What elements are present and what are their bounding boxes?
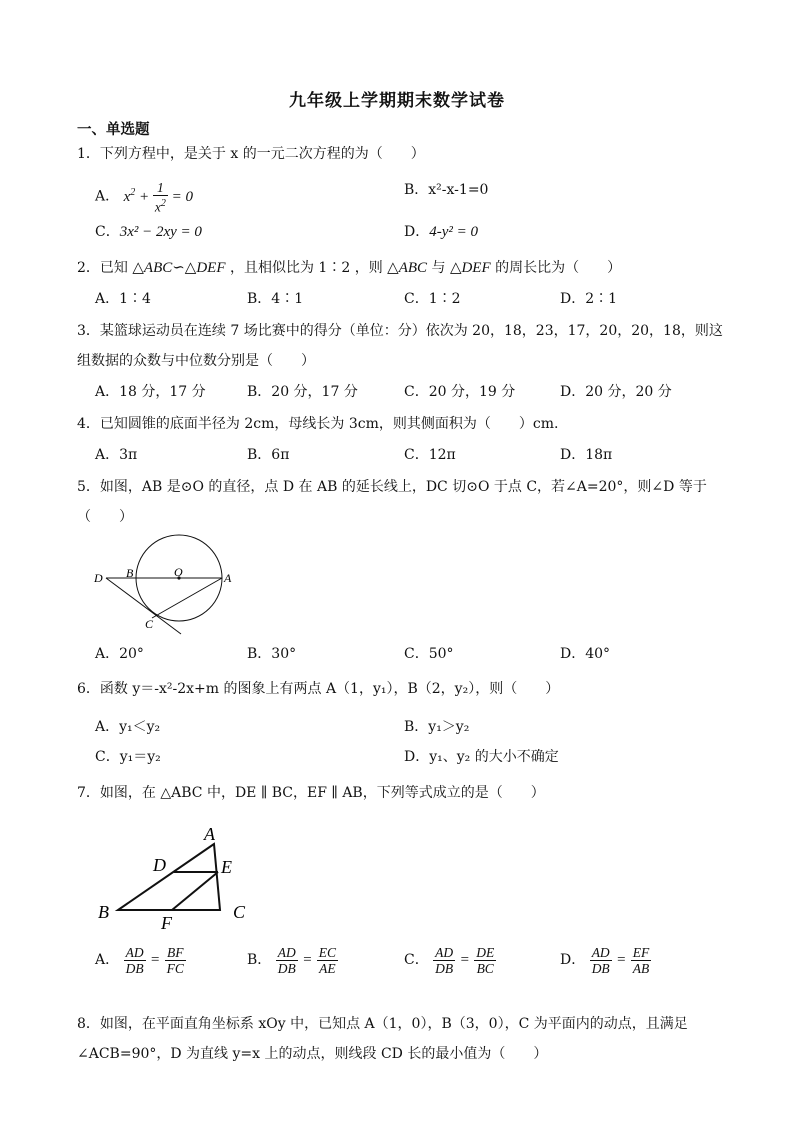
q7-a-n1: AD (125, 944, 144, 960)
q7-d-n2: EF (632, 944, 650, 960)
q7-d-eq: = (616, 952, 627, 968)
q1-option-d (404, 222, 478, 242)
q7-a-eq: = (150, 952, 161, 968)
q1-option-a (95, 180, 193, 215)
q7-d-d2: AB (632, 960, 650, 976)
q2-option-c: C．1∶2 (404, 291, 461, 307)
q1-d-expr: 4-y² = 0 (429, 224, 479, 240)
q7-c-n1: AD (435, 944, 454, 960)
q7-b-d1: DB (277, 960, 296, 976)
q5-option-c: C．50° (404, 646, 454, 662)
q1-a-num: 1 (153, 180, 168, 196)
q7-a-frac2 (165, 945, 186, 976)
q5-tangent-dc (106, 578, 181, 634)
q3-stem-line1: 3．某篮球运动员在连续 7 场比赛中的得分（单位：分）依次为 20，18，23，17，20，20，18，则这 (77, 323, 723, 339)
q5-label-d: D (94, 571, 103, 585)
q5-label-b: B (126, 566, 134, 580)
q7-label-d: D (153, 855, 166, 875)
q4-option-b: B．6π (247, 447, 290, 463)
q1-option-b: B．x²-x-1=0 (404, 182, 489, 198)
q7-label-e: E (221, 857, 232, 877)
q7-b-eq: = (302, 952, 313, 968)
q7-a-frac1 (124, 945, 146, 976)
q7-c-eq: = (459, 952, 470, 968)
q7-c-d2: BC (476, 960, 494, 976)
q7-a-n2: BF (165, 945, 186, 961)
q7-option-c (404, 943, 496, 977)
q5-stem-line2: （ ） (77, 509, 133, 525)
q8-stem-line2: ∠ACB=90°，D 为直线 y=x 上的动点，则线段 CD 长的最小值为（ ） (77, 1046, 548, 1062)
q7-d-frac1 (590, 945, 612, 976)
q5-label-a: A (224, 571, 232, 585)
q7-b-frac1 (276, 945, 298, 976)
q7-c-n2: DE (476, 944, 495, 960)
q1-a-expr: $x^2$ + $\frac{1}{x^2}$ = 0 (123, 180, 193, 215)
q4-option-a: A．3π (95, 447, 138, 463)
q7-d-n1: AD (591, 944, 610, 960)
q7-label-b: B (98, 902, 109, 922)
q6-option-a: A．y₁＜y₂ (95, 719, 161, 735)
q2-part3: ，则 (354, 260, 383, 276)
q6-option-b: B．y₁＞y₂ (404, 719, 470, 735)
q3-option-d: D．20 分，20 分 (560, 384, 672, 400)
q1-a-label: A． (95, 188, 120, 205)
q7-b-n1: AD (277, 944, 296, 960)
q2-stem (77, 258, 621, 278)
q7-triangle-figure (94, 822, 256, 934)
q5-label-o: O (174, 565, 183, 579)
q1-c-expr: 3x² − 2xy = 0 (119, 224, 202, 240)
q7-c-label: C． (404, 952, 429, 968)
q2-part2: ，且相似比为 (229, 260, 314, 276)
q2-triangle-def: △DEF (449, 260, 491, 276)
q4-option-d: D．18π (560, 447, 613, 463)
q7-b-d2: AE (319, 960, 336, 976)
q7-stem: 7．如图，在 △ABC 中，DE ∥ BC，EF ∥ AB，下列等式成立的是（ ） (77, 785, 545, 801)
q5-option-a: A．20° (95, 646, 144, 662)
q7-c-d1: DB (435, 960, 454, 976)
q7-d-frac2 (631, 945, 652, 976)
q5-chord-ac (152, 578, 222, 618)
q5-circle-figure (88, 532, 248, 640)
q1-a-den: x (154, 199, 161, 215)
q7-c-frac1 (433, 945, 455, 976)
q2-option-a: A．1∶4 (95, 291, 151, 307)
q6-option-c: C．y₁＝y₂ (95, 749, 161, 765)
q1-option-c (95, 222, 202, 242)
q5-stem-line1: 5．如图，AB 是⊙O 的直径，点 D 在 AB 的延长线上，DC 切⊙O 于点 C，若∠A=20°，则∠D 等于 (77, 479, 707, 495)
q1-a-x: x (123, 188, 131, 205)
q3-stem-line2: 组数据的众数与中位数分别是（ ） (77, 353, 315, 369)
q7-a-label: A． (95, 952, 120, 968)
q2-part4: 与 (431, 260, 446, 276)
q7-option-a (95, 943, 186, 977)
q7-triangle-abc (118, 844, 220, 910)
q7-a-d1: DB (125, 960, 144, 976)
q1-c-label: C． (95, 224, 120, 240)
q5-option-b: B．30° (247, 646, 297, 662)
q7-a-d2: FC (166, 960, 184, 976)
q7-d-d1: DB (591, 960, 610, 976)
q2-part5: 的周长比为（ ） (495, 260, 622, 276)
q7-d-label: D． (560, 952, 586, 968)
q1-a-den-wrap: $x^2$ (154, 198, 166, 215)
q5-option-d: D．40° (560, 646, 611, 662)
q1-stem: 1．下列方程中，是关于 x 的一元二次方程的为（ ） (77, 146, 425, 162)
section-heading: 一、单选题 (77, 121, 150, 138)
q2-option-b: B．4∶1 (247, 291, 304, 307)
q7-option-b (247, 943, 338, 977)
page-title: 九年级上学期期末数学试卷 (289, 91, 505, 111)
q1-a-fraction (153, 180, 168, 215)
q7-label-c: C (233, 902, 246, 922)
q7-segment-ef (172, 872, 218, 910)
q7-b-frac2 (317, 945, 338, 976)
q6-option-d: D．y₁、y₂ 的大小不确定 (404, 749, 559, 765)
q1-d-label: D． (404, 224, 430, 240)
q7-b-label: B． (247, 952, 272, 968)
q3-option-a: A．18 分，17 分 (95, 384, 206, 400)
q2-option-d: D．2∶1 (560, 291, 618, 307)
q4-option-c: C．12π (404, 447, 456, 463)
q7-label-f: F (161, 913, 172, 933)
q7-c-frac2 (474, 945, 496, 976)
q2-similar-triangles: △ABC∽△DEF (132, 260, 226, 276)
q2-part1: 2．已知 (77, 260, 128, 276)
q2-triangle-abc: △ABC (387, 260, 428, 276)
q1-a-plus: + (135, 188, 153, 205)
q6-stem: 6．函数 y＝-x²-2x+m 的图象上有两点 A（1，y₁），B（2，y₂），则（ ） (77, 681, 560, 697)
q3-option-b: B．20 分，17 分 (247, 384, 358, 400)
q7-option-d (560, 943, 651, 977)
q7-b-n2: EC (318, 944, 337, 960)
q1-a-eq: = 0 (167, 188, 193, 205)
q7-label-a: A (204, 824, 215, 844)
q5-label-c: C (145, 617, 154, 631)
q8-stem-line1: 8．如图，在平面直角坐标系 xOy 中，已知点 A（1，0），B（3，0），C 为平面内的动点，且满足 (77, 1016, 688, 1032)
q4-stem: 4．已知圆锥的底面半径为 2cm，母线长为 3cm，则其侧面积为（ ）cm. (77, 416, 559, 432)
q3-option-c: C．20 分，19 分 (404, 384, 516, 400)
q2-ratio: 1∶2 (318, 260, 351, 276)
